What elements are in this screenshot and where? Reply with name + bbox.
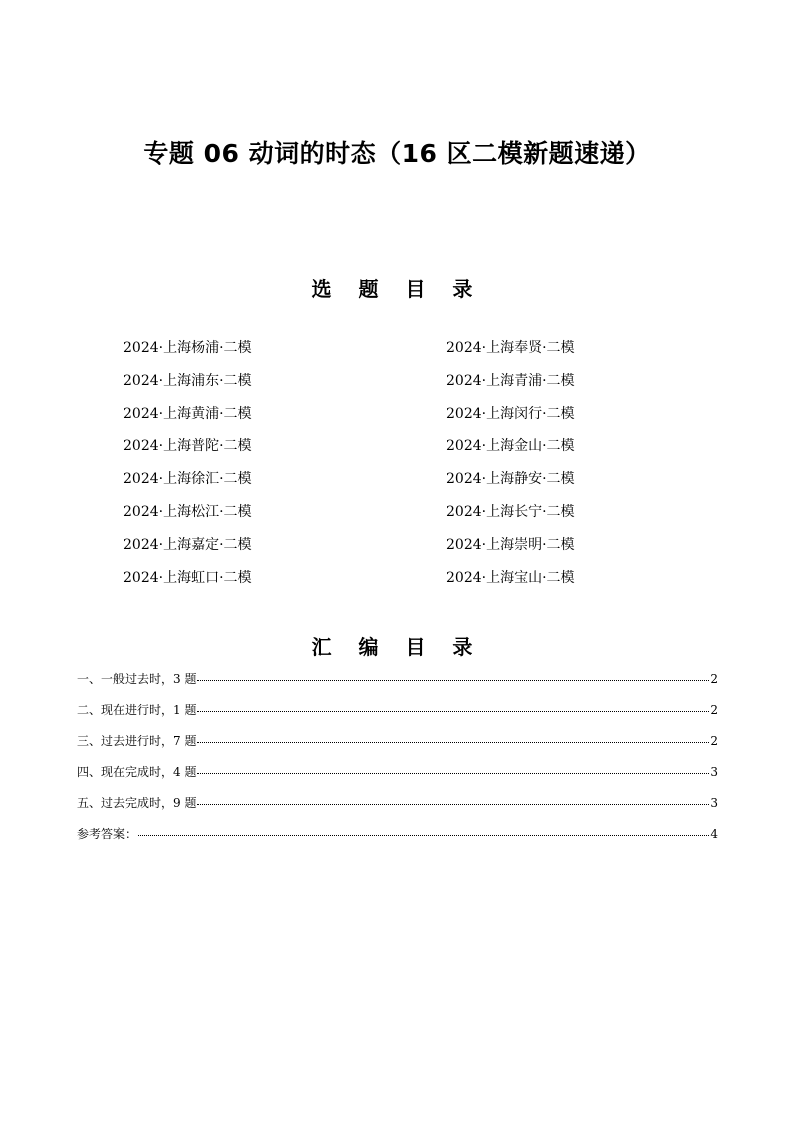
selection-heading: 选 题 目 录 [311,277,483,301]
selection-item: 2024·上海崇明·二模 [446,536,575,553]
selection-item: 2024·上海金山·二模 [446,438,575,455]
dot-leader [197,680,709,681]
toc-entry[interactable] [77,825,718,856]
table-of-contents [77,670,718,856]
toc-page-number: 3 [710,796,718,810]
dot-leader [197,711,709,712]
selection-item: 2024·上海闵行·二模 [446,405,575,422]
toc-label: 参考答案： [77,827,138,841]
dot-leader [197,742,709,743]
toc-page-number: 3 [710,765,718,779]
toc-label: 二、现在进行时，1 题 [77,703,197,717]
toc-entry[interactable] [77,670,718,701]
toc-entry[interactable] [77,763,718,794]
selection-item: 2024·上海静安·二模 [446,471,575,488]
selection-item: 2024·上海青浦·二模 [446,372,575,389]
selection-item: 2024·上海长宁·二模 [446,503,575,520]
toc-page-number: 2 [710,672,718,686]
toc-entry[interactable] [77,794,718,825]
toc-label: 三、过去进行时，7 题 [77,734,197,748]
toc-label: 四、现在完成时，4 题 [77,765,197,779]
selection-item: 2024·上海杨浦·二模 [123,340,252,356]
toc-page-number: 2 [710,703,718,717]
compilation-heading: 汇 编 目 录 [311,635,483,659]
dot-leader [138,835,709,836]
toc-label: 一、一般过去时，3 题 [77,672,197,686]
selection-item: 2024·上海松江·二模 [123,503,252,520]
selection-item: 2024·上海普陀·二模 [123,438,252,455]
selection-item: 2024·上海奉贤·二模 [446,340,575,356]
document-title: 专题 06 动词的时态（16 区二模新题速递） [143,139,651,168]
selection-list-right [446,339,575,601]
selection-item: 2024·上海虹口·二模 [123,569,252,586]
dot-leader [197,804,709,805]
toc-page-number: 2 [710,734,718,748]
selection-item: 2024·上海宝山·二模 [446,569,575,586]
toc-entry[interactable] [77,732,718,763]
selection-item: 2024·上海浦东·二模 [123,372,252,389]
selection-item: 2024·上海嘉定·二模 [123,536,252,553]
selection-list-left [123,339,252,601]
toc-label: 五、过去完成时，9 题 [77,796,197,810]
toc-entry[interactable] [77,701,718,732]
selection-item: 2024·上海黄浦·二模 [123,405,252,422]
selection-item: 2024·上海徐汇·二模 [123,471,252,488]
toc-page-number: 4 [710,827,718,841]
dot-leader [197,773,709,774]
